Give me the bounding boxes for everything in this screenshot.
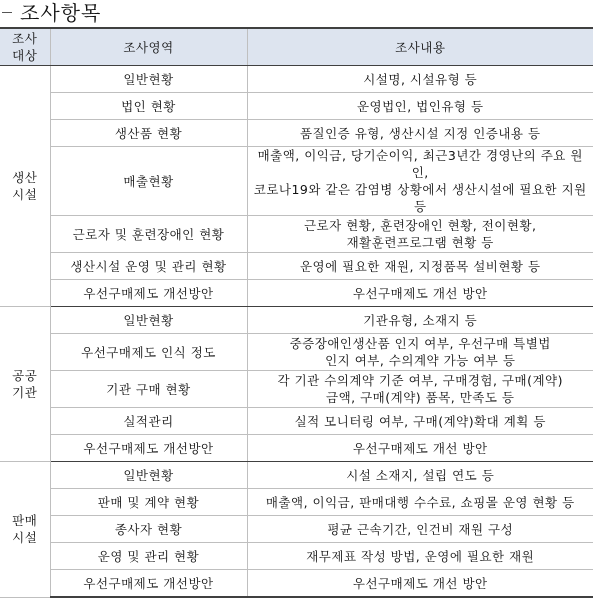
area-cell: 실적관리 xyxy=(50,408,247,435)
area-cell: 일반현황 xyxy=(50,462,247,489)
content-cell: 운영법인, 법인유형 등 xyxy=(247,93,593,120)
content-cell: 기관유형, 소재지 등 xyxy=(247,307,593,334)
table-row xyxy=(0,307,593,334)
table-row xyxy=(0,66,593,93)
area-cell: 법인 현황 xyxy=(50,93,247,120)
table-row xyxy=(0,120,593,147)
table-row xyxy=(0,516,593,543)
area-cell: 판매 및 계약 현황 xyxy=(50,489,247,516)
header-area: 조사영역 xyxy=(50,28,247,66)
content-cell: 실적 모니터링 여부, 구매(계약)확대 계획 등 xyxy=(247,408,593,435)
table-row xyxy=(0,371,593,408)
content-cell: 중증장애인생산품 인지 여부, 우선구매 특별법 인지 여부, 수의계약 가능 여부 등 xyxy=(247,334,593,371)
table-row xyxy=(0,147,593,216)
content-cell: 시설 소재지, 설립 연도 등 xyxy=(247,462,593,489)
table-body xyxy=(0,66,593,598)
area-cell: 종사자 현황 xyxy=(50,516,247,543)
content-cell: 평균 근속기간, 인건비 재원 구성 xyxy=(247,516,593,543)
category-cell: 판매 시설 xyxy=(0,462,50,598)
table-row xyxy=(0,435,593,462)
table-row xyxy=(0,334,593,371)
area-cell: 일반현황 xyxy=(50,66,247,93)
area-cell: 생산품 현황 xyxy=(50,120,247,147)
area-cell: 일반현황 xyxy=(50,307,247,334)
area-cell: 기관 구매 현황 xyxy=(50,371,247,408)
area-cell: 매출현황 xyxy=(50,147,247,216)
header-target: 조사 대상 xyxy=(0,28,50,66)
survey-items-table xyxy=(0,27,593,598)
content-cell: 매출액, 이익금, 당기순이익, 최근3년간 경영난의 주요 원인, 코로나19와 같은 감염병 상황에서 생산시설에 필요한 지원 등 xyxy=(247,147,593,216)
table-row xyxy=(0,408,593,435)
content-cell: 각 기관 수의계약 기준 여부, 구매경험, 구매(계약) 금액, 구매(계약) 품목, 만족도 등 xyxy=(247,371,593,408)
content-cell: 매출액, 이익금, 판매대행 수수료, 쇼핑몰 운영 현황 등 xyxy=(247,489,593,516)
content-cell: 시설명, 시설유형 등 xyxy=(247,66,593,93)
area-cell: 운영 및 관리 현황 xyxy=(50,543,247,570)
table-row xyxy=(0,543,593,570)
content-cell: 우선구매제도 개선 방안 xyxy=(247,280,593,307)
content-cell: 운영에 필요한 재원, 지정품목 설비현황 등 xyxy=(247,253,593,280)
table-row xyxy=(0,280,593,307)
area-cell: 생산시설 운영 및 관리 현황 xyxy=(50,253,247,280)
area-cell: 우선구매제도 개선방안 xyxy=(50,280,247,307)
content-cell: 재무제표 작성 방법, 운영에 필요한 재원 xyxy=(247,543,593,570)
area-cell: 우선구매제도 개선방안 xyxy=(50,570,247,598)
content-cell: 우선구매제도 개선 방안 xyxy=(247,435,593,462)
area-cell: 우선구매제도 인식 정도 xyxy=(50,334,247,371)
content-cell: 근로자 현황, 훈련장애인 현황, 전이현황, 재활훈련프로그램 현황 등 xyxy=(247,216,593,253)
section-title: 조사항목 xyxy=(20,1,102,25)
category-cell: 생산 시설 xyxy=(0,66,50,307)
table-row xyxy=(0,462,593,489)
category-cell: 공공 기관 xyxy=(0,307,50,462)
table-row xyxy=(0,216,593,253)
table-row xyxy=(0,489,593,516)
header-content: 조사내용 xyxy=(247,28,593,66)
area-cell: 우선구매제도 개선방안 xyxy=(50,435,247,462)
table-header-row xyxy=(0,28,593,66)
content-cell: 우선구매제도 개선 방안 xyxy=(247,570,593,598)
area-cell: 근로자 및 훈련장애인 현황 xyxy=(50,216,247,253)
table-row xyxy=(0,253,593,280)
table-row xyxy=(0,570,593,598)
content-cell: 품질인증 유형, 생산시설 지정 인증내용 등 xyxy=(247,120,593,147)
table-row xyxy=(0,93,593,120)
